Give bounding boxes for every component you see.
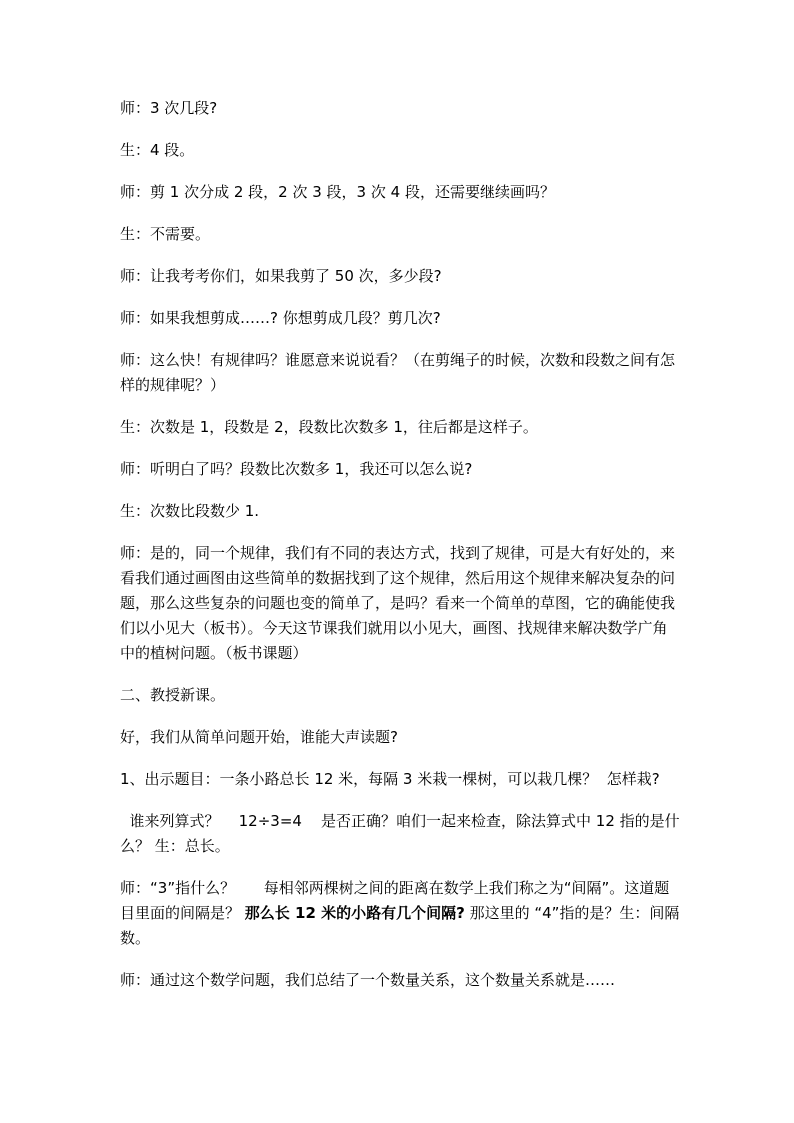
paragraph-7: 师：这么快！有规律吗？谁愿意来说说看？（在剪绳子的时候，次数和段数之间有怎样的规律呢？） — [120, 351, 676, 394]
paragraph-4: 生：不需要。 — [120, 225, 211, 243]
paragraph-17: 师：通过这个数学问题，我们总结了一个数量关系，这个数量关系就是…… — [120, 971, 616, 989]
paragraph-3: 师：剪 1 次分成 2 段，2 次 3 段，3 次 4 段，还需要继续画吗？ — [120, 183, 555, 201]
paragraph-2: 生：4 段。 — [120, 141, 195, 159]
paragraph-16-part-3: 那这里的 “4”指的是？生：间隔数。 — [120, 904, 680, 947]
paragraph-15: 谁来列算式？ 12÷3=4 是否正确？咱们一起来检查，除法算式中 12 指的是什么？ 生：总长。 — [120, 812, 680, 855]
paragraph-16 — [120, 876, 680, 951]
problem-statement: 1、出示题目：一条小路总长 12 米，每隔 3 米栽一棵树，可以栽几棵？ 怎样栽? — [120, 770, 660, 788]
paragraph-10: 生：次数比段数少 1. — [120, 502, 260, 520]
paragraph-16-part-1: 师：“3”指什么？ 每相邻两棵树之间的距离在数学上我们称之为“间隔”。这道题目里面的间隔是？ — [120, 879, 670, 922]
paragraph-1: 师：3 次几段? — [120, 99, 218, 117]
paragraph-8: 生：次数是 1，段数是 2，段数比次数多 1，往后都是这样子。 — [120, 418, 538, 436]
paragraph-5: 师：让我考考你们，如果我剪了 50 次，多少段? — [120, 267, 442, 285]
paragraph-16-bold-question: 那么长 12 米的小路有几个间隔? — [244, 904, 465, 922]
paragraph-6: 师：如果我想剪成……? 你想剪成几段？剪几次? — [120, 309, 441, 327]
paragraph-13: 好，我们从简单问题开始，谁能大声读题? — [120, 728, 398, 746]
paragraph-11: 师：是的，同一个规律，我们有不同的表达方式，找到了规律，可是大有好处的，来看我们通过画图由这些简单的数据找到了这个规律，然后用这个规律来解决复杂的问题，那么这些复杂的问题也变的简单了，是吗？看来一个简单的草图，它的确能使我们以小见大（板书）。今天这节课我们就用以小见大，画图、找规律来解决数学广角中的植树问题。（板书课题） — [120, 544, 676, 662]
document-body — [120, 96, 680, 1010]
section-heading-new-lesson: 二、教授新课。 — [120, 686, 226, 704]
paragraph-9: 师：听明白了吗？段数比次数多 1，我还可以怎么说? — [120, 460, 473, 478]
